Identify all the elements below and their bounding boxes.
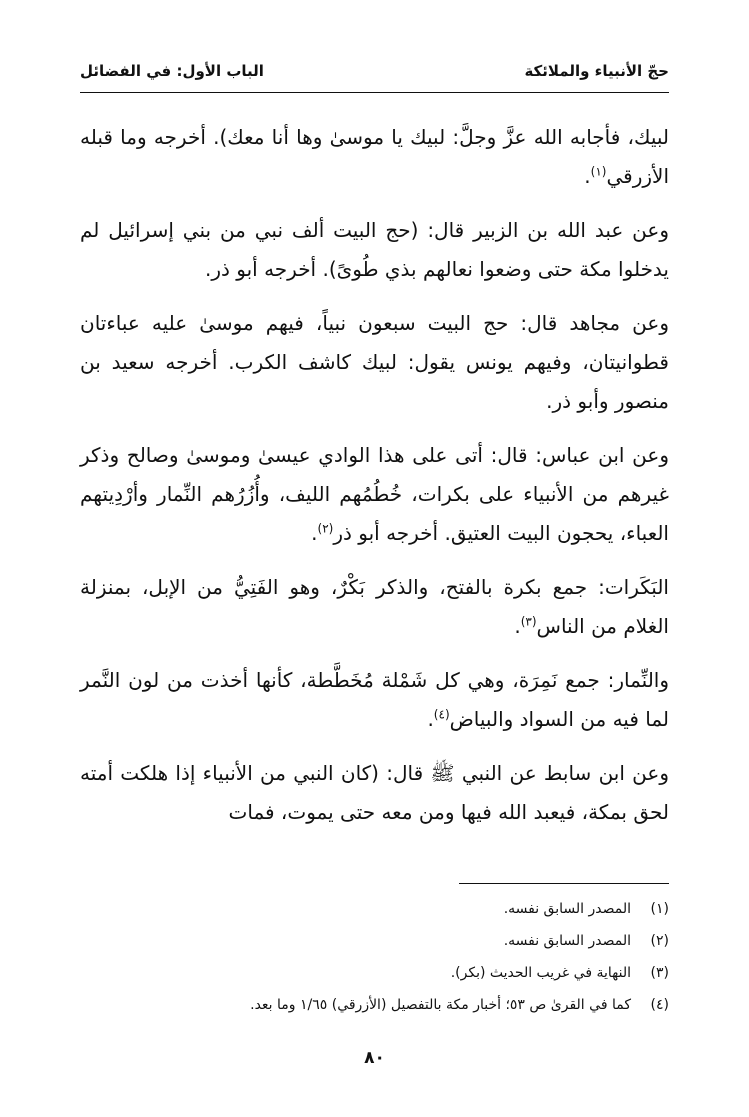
- paragraph-text: والنِّمار: جمع نَمِرَة، وهي كل شَمْلة مُخَطَّطة، كأنها أخذت من لون النَّمر لما فيه من السواد والبياض: [80, 668, 669, 731]
- paragraph-text: وعن ابن عباس: قال: أتى على هذا الوادي عيسىٰ وموسىٰ وصالح وذكر غيرهم من الأنبياء على بكرات، خُطُمُهم الليف، وأُزُرُهم النِّمار وأرْدِيتهم العباء، يحجون البيت العتيق. أخرجه أبو ذر: [80, 443, 669, 545]
- paragraph: [80, 211, 669, 289]
- footnote-text: النهاية في غريب الحديث (بكر).: [450, 965, 631, 981]
- running-header: [80, 56, 669, 86]
- paragraph-text: لبيك، فأجابه الله عزَّ وجلَّ: لبيك يا موسىٰ وها أنا معك). أخرجه وما قبله الأزرقي: [80, 125, 669, 188]
- paragraph: لبيك، فأجابه الله عزَّ وجلَّ: لبيك يا موسىٰ وها أنا معك). أخرجه وما قبله الأزرقي$^{(١)}$.: [80, 125, 669, 188]
- footnote-text: المصدر السابق نفسه.: [503, 933, 631, 949]
- footnote-separator: [459, 883, 669, 884]
- header-chapter-title: الباب الأول: في الفضائل: [80, 62, 264, 80]
- footnote-item: [80, 925, 669, 957]
- paragraph-text: وعن مجاهد قال: حج البيت سبعون نبياً، فيهم موسىٰ عليه عباءتان قطوانيتان، وفيهم يونس يقول: لبيك كاشف الكرب. أخرجه سعيد بن منصور وأبو ذر.: [80, 311, 669, 413]
- paragraph-text: وعن عبد الله بن الزبير قال: (حج البيت ألف نبي من بني إسرائيل لم يدخلوا مكة حتى وضعوا نعالهم بذي طُوىً). أخرجه أبو ذر.: [80, 218, 669, 281]
- paragraph: والنِّمار: جمع نَمِرَة، وهي كل شَمْلة مُخَطَّطة، كأنها أخذت من لون النَّمر لما فيه من السواد والبياض$^{(٤)}$.: [80, 668, 669, 731]
- footnote-ref: (١): [590, 164, 607, 179]
- footnote-item: [80, 989, 669, 1021]
- header-book-title: حجّ الأنبياء والملائكة: [524, 62, 669, 80]
- footnote-ref: (٣): [520, 614, 537, 629]
- footnote-number: (١): [650, 901, 669, 917]
- footnote-ref: (٤): [433, 707, 450, 722]
- paragraph: البَكَرات: جمع بكرة بالفتح، والذكر بَكْرٌ، وهو الفَتِيُّ من الإبل، بمنزلة الغلام من الناس$^{(٣)}$.: [80, 575, 669, 638]
- paragraph: [80, 754, 669, 832]
- footnote-text: كما في القرىٰ ص ٥٣؛ أخبار مكة بالتفصيل (الأزرقي) ١/٦٥ وما بعد.: [250, 997, 631, 1013]
- paragraph-text: البَكَرات: جمع بكرة بالفتح، والذكر بَكْرٌ، وهو الفَتِيُّ من الإبل، بمنزلة الغلام من الناس: [80, 575, 669, 638]
- header-rule: [80, 92, 669, 93]
- footnote-text: المصدر السابق نفسه.: [503, 901, 631, 917]
- page-number: ٨٠: [364, 1048, 385, 1068]
- footnote-item: [80, 957, 669, 989]
- paragraph-text: وعن ابن سابط عن النبي ﷺ قال: (كان النبي من الأنبياء إذا هلكت أمته لحق بمكة، فيعبد الله فيها ومن معه حتى يموت، فمات: [80, 761, 669, 824]
- main-text: [80, 118, 669, 847]
- footnote-number: (٣): [650, 965, 669, 981]
- paragraph: [80, 304, 669, 421]
- footnote-ref: (٢): [317, 521, 334, 536]
- paragraph: وعن ابن عباس: قال: أتى على هذا الوادي عيسىٰ وموسىٰ وصالح وذكر غيرهم من الأنبياء على بكرات، خُطُمُهم الليف، وأُزُرُهم النِّمار وأرْدِيتهم العباء، يحجون البيت العتيق. أخرجه أبو ذر$^{(٢)}$.: [80, 443, 669, 545]
- footnote-item: [80, 893, 669, 925]
- footnote-number: (٤): [650, 997, 669, 1013]
- footnote-number: (٢): [650, 933, 669, 949]
- footnotes: [80, 893, 669, 1021]
